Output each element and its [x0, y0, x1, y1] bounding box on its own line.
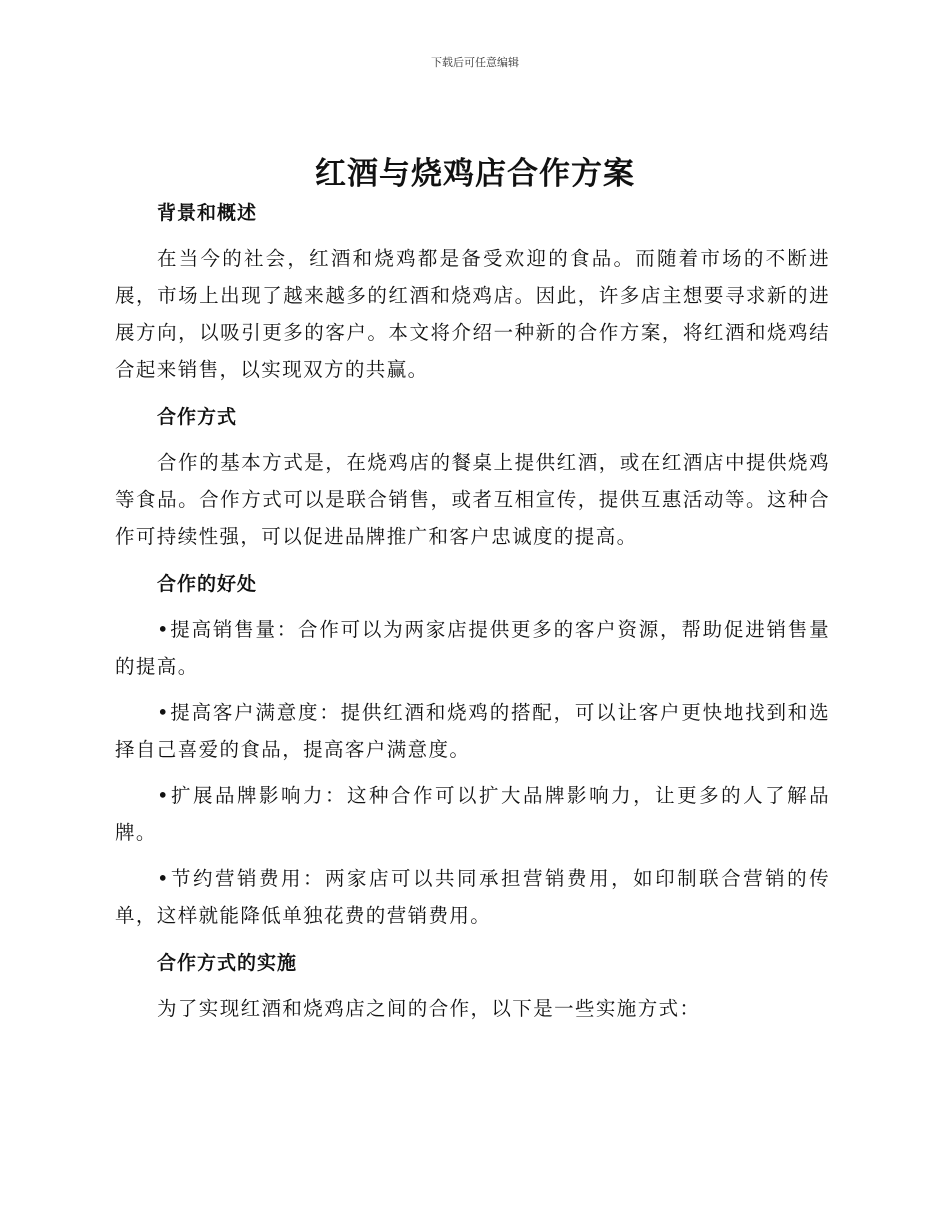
benefit-item-cost: •节约营销费用：两家店可以共同承担营销费用，如印制联合营销的传单，这样就能降低单独花费的营销费用。: [115, 867, 830, 927]
section-cooperation-method: [115, 400, 830, 567]
paragraph-cooperation-method: 合作的基本方式是，在烧鸡店的餐桌上提供红酒，或在红酒店中提供烧鸡等食品。合作方式可以是联合销售，或者互相宣传，提供互惠活动等。这种合作可持续性强，可以促进品牌推广和客户忠诚度的提高。: [115, 451, 830, 548]
section-heading-background: 背景和概述: [157, 202, 258, 224]
benefit-item-satisfaction: •提高客户满意度：提供红酒和烧鸡的搭配，可以让客户更快地找到和选择自己喜爱的食品，提高客户满意度。: [115, 701, 830, 761]
section-benefits: [115, 567, 830, 946]
section-implementation: [115, 946, 830, 1027]
benefit-item-sales: •提高销售量：合作可以为两家店提供更多的客户资源，帮助促进销售量的提高。: [115, 618, 830, 678]
page-title: 红酒与烧鸡店合作方案: [315, 156, 635, 192]
section-heading-benefits: 合作的好处: [157, 573, 258, 595]
section-heading-implementation: 合作方式的实施: [157, 952, 298, 974]
section-heading-cooperation-method: 合作方式: [157, 406, 238, 428]
document-body: [115, 196, 830, 1027]
section-background: [115, 196, 830, 400]
paragraph-background: 在当今的社会，红酒和烧鸡都是备受欢迎的食品。而随着市场的不断进展，市场上出现了越来越多的红酒和烧鸡店。因此，许多店主想要寻求新的进展方向，以吸引更多的客户。本文将介绍一种新的合作方案，将红酒和烧鸡结合起来销售，以实现双方的共赢。: [115, 247, 830, 381]
benefit-item-brand: •扩展品牌影响力：这种合作可以扩大品牌影响力，让更多的人了解品牌。: [115, 784, 830, 844]
paragraph-implementation: 为了实现红酒和烧鸡店之间的合作，以下是一些实施方式：: [157, 997, 701, 1020]
header-note: 下载后可任意编辑: [431, 56, 519, 69]
